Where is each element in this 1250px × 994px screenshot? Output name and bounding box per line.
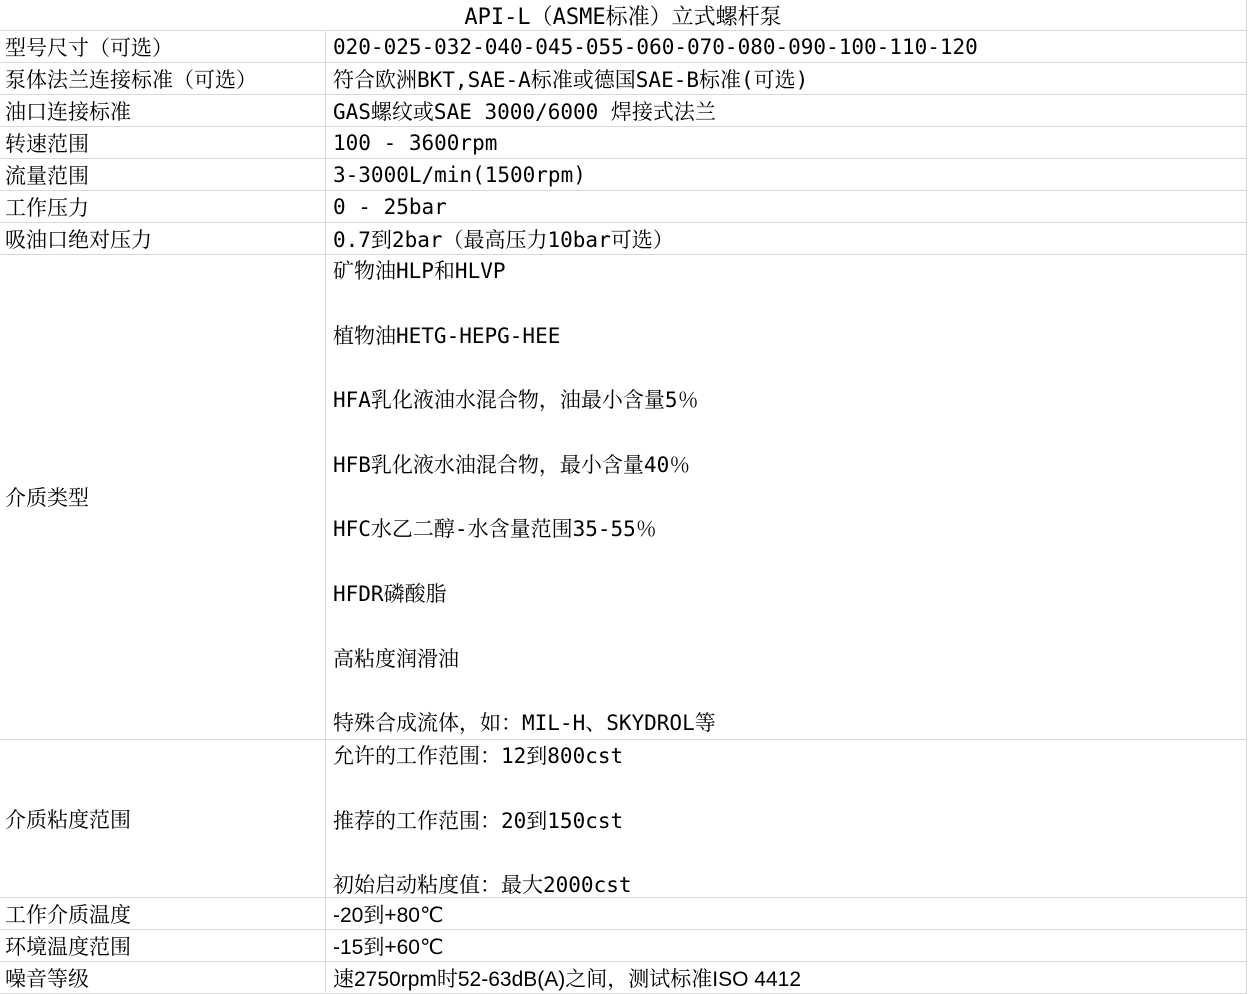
spec-value-line: 推荐的工作范围：20到150cst bbox=[333, 808, 624, 833]
spec-value-line: HFDR磷酸脂 bbox=[333, 581, 447, 606]
spec-value-multiline bbox=[325, 255, 1246, 739]
spec-value-line: HFA乳化液油水混合物，油最小含量5％ bbox=[333, 388, 699, 413]
spec-value-line: 允许的工作范围：12到800cst bbox=[333, 744, 624, 768]
spec-value: 符合欧洲BKT,SAE-A标准或德国SAE-B标准(可选) bbox=[325, 63, 1246, 94]
spec-label: 泵体法兰连接标准（可选） bbox=[5, 67, 257, 92]
spec-row-noise-level bbox=[0, 962, 1246, 994]
spec-value-line: 高粘度润滑油 bbox=[333, 646, 459, 671]
spec-row-ambient-temperature bbox=[0, 930, 1246, 962]
spec-row-speed-range bbox=[0, 127, 1246, 159]
spec-label: 噪音等级 bbox=[5, 966, 89, 991]
spec-label: 转速范围 bbox=[5, 131, 89, 156]
spec-value-line: 特殊合成流体，如：MIL-H、SKYDROL等 bbox=[333, 711, 716, 736]
spec-label: 介质粘度范围 bbox=[5, 807, 131, 832]
spec-label: 吸油口绝对压力 bbox=[5, 227, 152, 252]
spec-label: 工作介质温度 bbox=[5, 902, 131, 927]
spec-row-working-pressure bbox=[0, 191, 1246, 223]
spec-value-multiline bbox=[325, 740, 1246, 897]
spec-value-line: 初始启动粘度值：最大2000cst bbox=[333, 873, 632, 897]
spec-value: GAS螺纹或SAE 3000/6000 焊接式法兰 bbox=[325, 95, 1246, 126]
spec-row-media-temperature bbox=[0, 898, 1246, 930]
spec-value: 100 - 3600rpm bbox=[325, 127, 1246, 158]
spec-value-line: HFC水乙二醇-水含量范围35-55％ bbox=[333, 517, 657, 542]
table-title: API-L（ASME标准）立式螺杆泵 bbox=[464, 4, 782, 30]
spec-value: 3-3000L/min(1500rpm) bbox=[325, 159, 1246, 190]
spec-label: 型号尺寸（可选） bbox=[5, 35, 173, 60]
spec-value: 速2750rpm时52-63dB(A)之间，测试标准ISO 4412 bbox=[325, 962, 1246, 993]
spec-label: 流量范围 bbox=[5, 163, 89, 188]
spec-row-viscosity-range bbox=[0, 740, 1246, 898]
spec-value-line: 植物油HETG-HEPG-HEE bbox=[333, 323, 561, 348]
spec-label: 介质类型 bbox=[5, 486, 89, 510]
spec-value-line: 矿物油HLP和HLVP bbox=[333, 259, 506, 283]
spec-row-suction-pressure bbox=[0, 223, 1246, 255]
spec-value: 0.7到2bar（最高压力10bar可选） bbox=[325, 223, 1246, 254]
spec-label: 环境温度范围 bbox=[5, 934, 131, 959]
spec-row-media-type bbox=[0, 255, 1246, 740]
spec-label: 油口连接标准 bbox=[5, 99, 131, 124]
table-title-row bbox=[0, 0, 1246, 31]
spec-value: -15到+60℃ bbox=[325, 930, 1246, 961]
spec-row-port-standard bbox=[0, 95, 1246, 127]
spec-row-flange-standard bbox=[0, 63, 1246, 95]
spec-value: -20到+80℃ bbox=[325, 898, 1246, 929]
spec-row-model-size bbox=[0, 31, 1246, 63]
spec-row-flow-range bbox=[0, 159, 1246, 191]
spec-value: 0 - 25bar bbox=[325, 191, 1246, 222]
spec-value-line: HFB乳化液水油混合物，最小含量40％ bbox=[333, 452, 691, 477]
spec-value: 020-025-032-040-045-055-060-070-080-090-100-110-120 bbox=[325, 31, 1246, 62]
spec-label: 工作压力 bbox=[5, 195, 89, 220]
